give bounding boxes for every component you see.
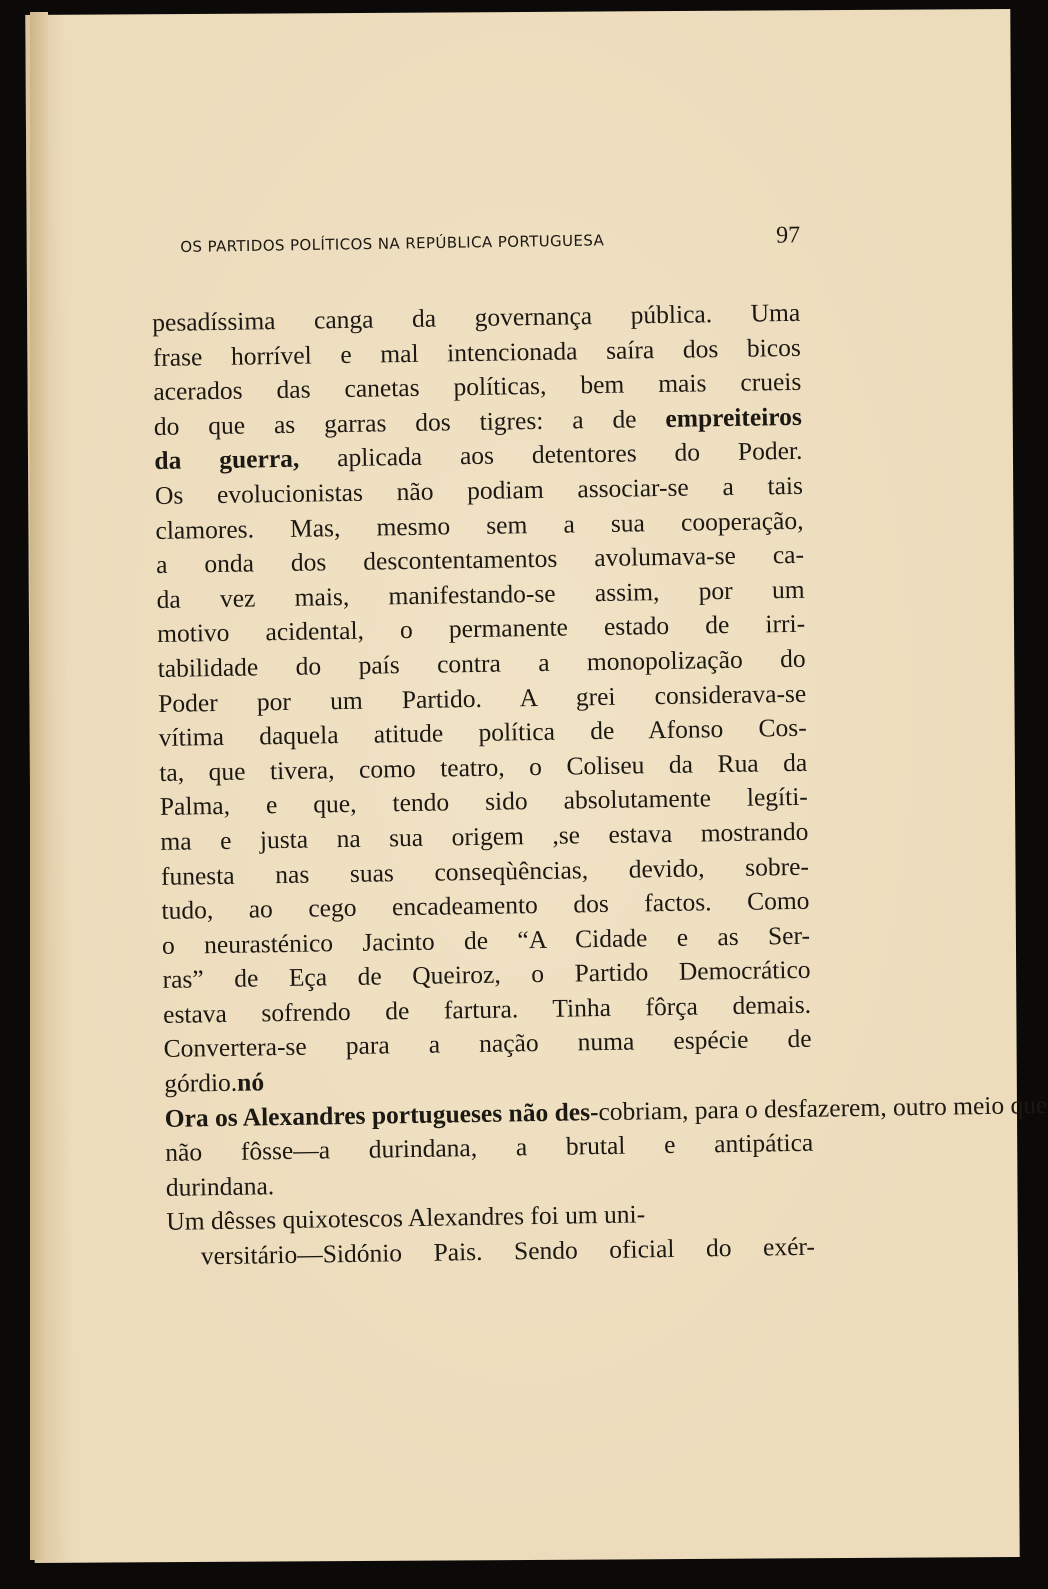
text-line: estava sofrendo de fartura. Tinha fôrça demais.	[162, 989, 812, 1029]
emphasis-gordio: Ora os Alexandres portugueses não des-	[164, 1096, 599, 1133]
text-line: tabilidade do país contra a monopolização do	[157, 643, 806, 683]
text-segment: aplicada aos detentores do Poder.	[299, 436, 803, 474]
text-line: tudo, ao cego encadeamento dos factos. Como	[161, 885, 810, 926]
emphasis-da-guerra: da guerra,	[154, 444, 300, 476]
text-segment: do que as garras dos tigres: a de	[153, 403, 666, 441]
text-line: durindana.	[165, 1171, 275, 1202]
running-head: OS PARTIDOS POLÍTICOS NA REPÚBLICA PORTUGUESA	[180, 231, 605, 256]
text-line: Palma, e que, tendo sido absolutamente legíti-	[159, 782, 809, 822]
text-line: Um dêsses quixotescos Alexandres foi um uni-	[166, 1199, 646, 1237]
text-segment: górdio.	[163, 1067, 238, 1098]
text-line: da vez mais, manifestando-se assim, por um	[156, 574, 805, 614]
text-line: ta, que tivera, como teatro, o Coliseu da Rua da	[159, 747, 808, 787]
text-line: a onda dos descontentamentos avolumava-se ca-	[155, 539, 805, 580]
emphasis-no: nó	[236, 1067, 265, 1097]
text-line: ras” de Eça de Queiroz, o Partido Democrático	[162, 955, 811, 995]
text-line: Poder por um Partido. A grei considerava-se	[158, 678, 807, 718]
text-line: pesadíssima canga da governança pública. Uma	[152, 297, 801, 337]
text-line: ma e justa na sua origem ,se estava mostrando	[160, 816, 809, 856]
emphasis-empreiteiros: empreiteiros	[665, 401, 803, 433]
text-line: Convertera-se para a nação numa espécie de	[163, 1024, 812, 1064]
text-line: motivo acidental, o permanente estado de irri-	[156, 609, 806, 649]
text-line: acerados das canetas políticas, bem mais crueis	[153, 367, 802, 407]
text-line: frase horrível e mal intencionada saíra dos bicos	[152, 332, 801, 372]
text-line: o neurasténico Jacinto de “A Cidade e as Ser-	[161, 920, 811, 960]
text-line: vítima daquela atitude política de Afonso Cos-	[158, 712, 807, 753]
page-gutter	[30, 12, 48, 1560]
body-text	[152, 296, 1048, 1309]
page-number: 97	[775, 222, 801, 249]
text-line: Os evolucionistas não podiam associar-se a tais	[154, 470, 804, 510]
text-line: funesta nas suas conseqùências, devido, sobre-	[160, 851, 810, 891]
text-segment: cobriam, para o desfazerem, outro meio que	[598, 1089, 1048, 1126]
text-line: não fôsse—a durindana, a brutal e antipática	[165, 1127, 814, 1168]
text-line: versitário—Sidónio Pais. Sendo oficial do exér-	[200, 1231, 816, 1271]
text-line: clamores. Mas, mesmo sem a sua cooperação,	[155, 505, 804, 545]
